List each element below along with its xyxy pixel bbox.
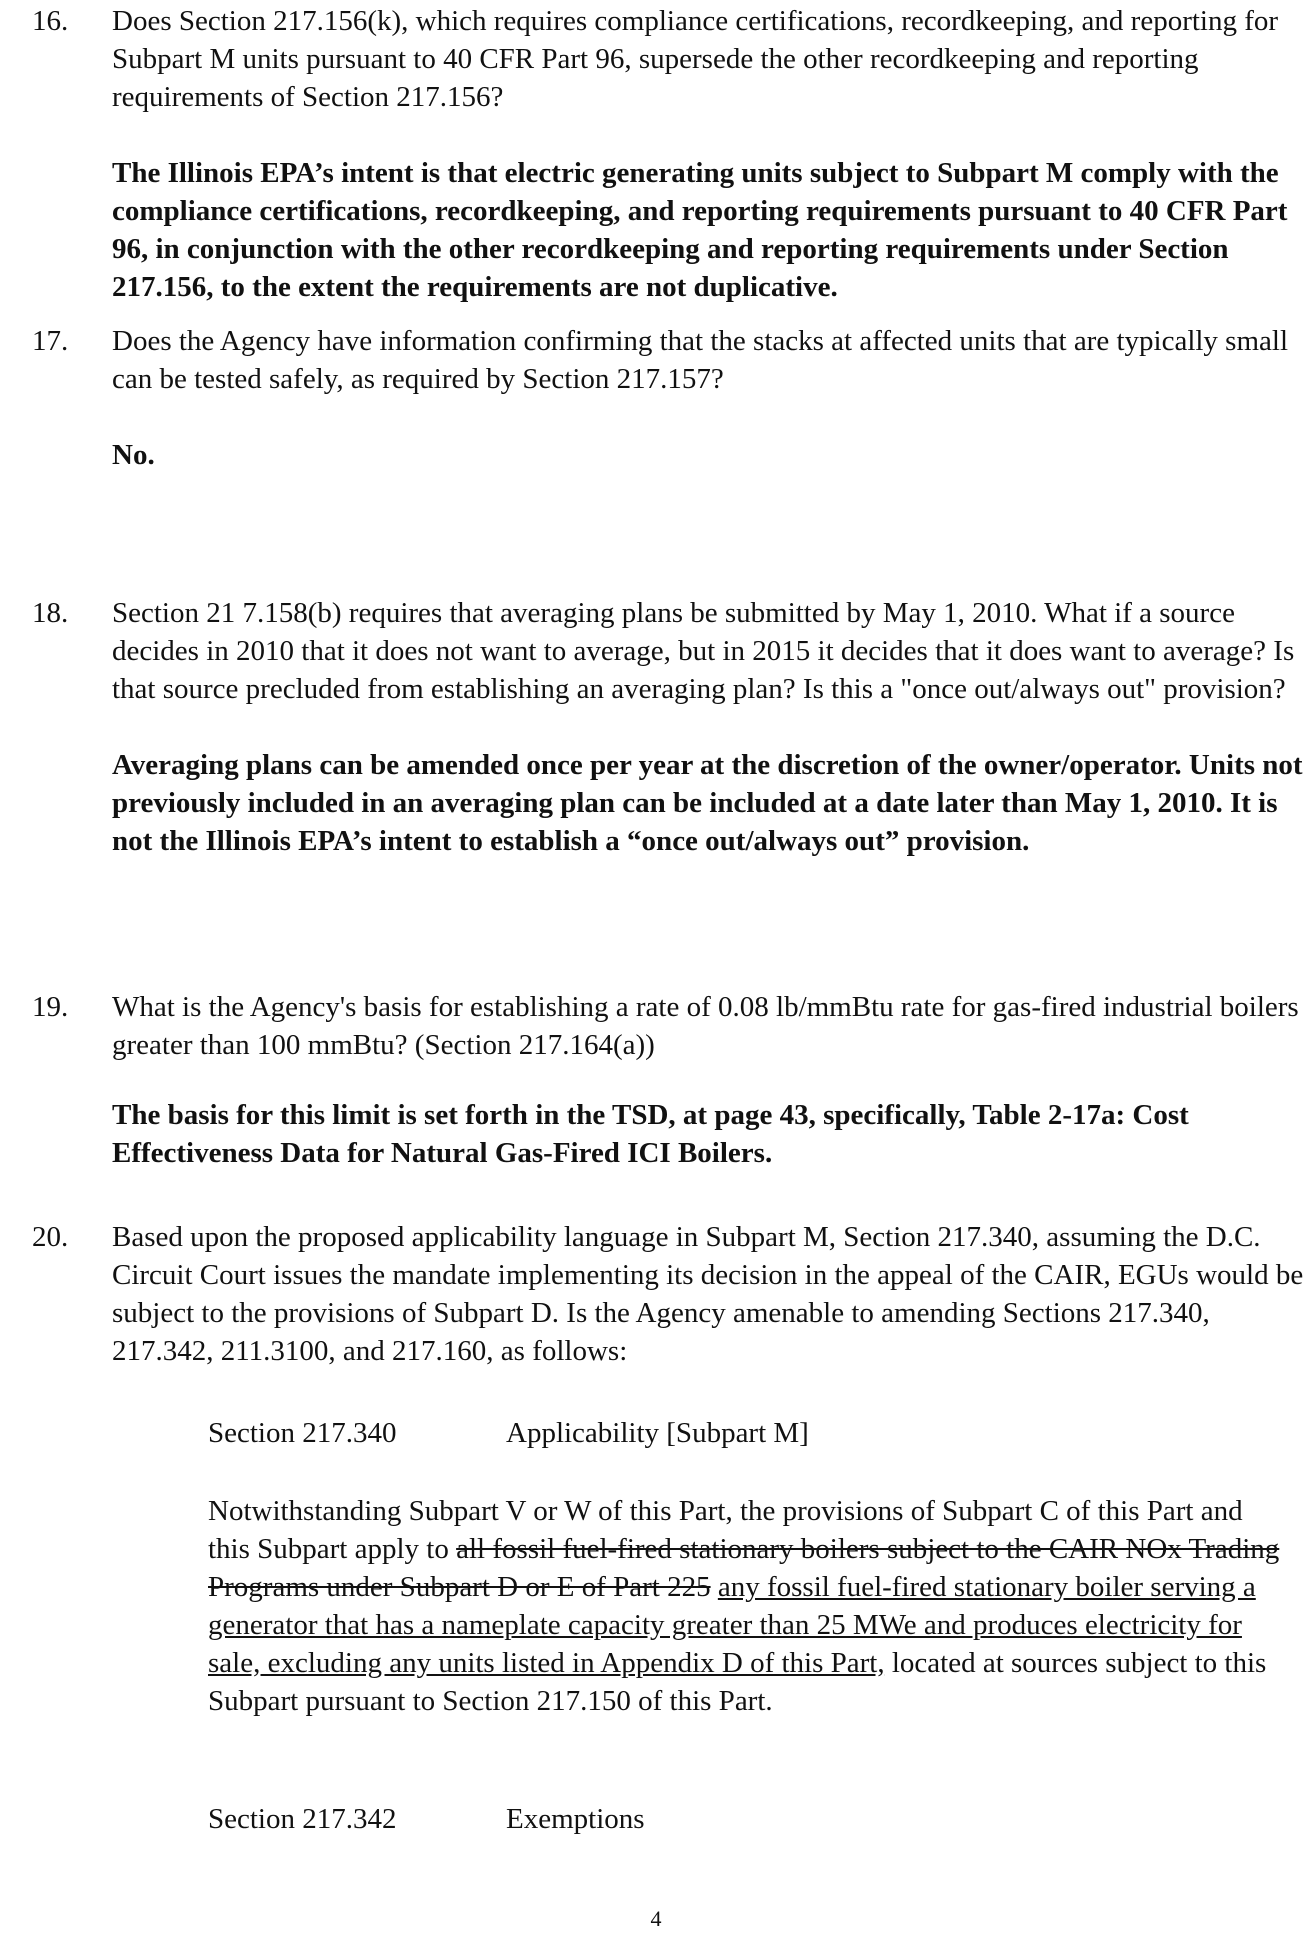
deleted-text: all fossil fuel-fired stationary boilers subject to the CAIR NOx Trading Programs under Subpart D or E of Part 225	[208, 1533, 1280, 1603]
question-text: What is the Agency's basis for establishing a rate of 0.08 lb/mmBtu rate for gas-fired industrial boilers greater than 100 mmBtu? (Section 217.164(a))	[112, 991, 1299, 1061]
qa-item-20	[32, 1218, 1312, 1370]
question-text: Section 21 7.158(b) requires that averaging plans be submitted by May 1, 2010. What if a source decides in 2010 that it does not want to average, but in 2015 it decides that it does want to average? Is that source precluded from establishing an averaging plan? Is this a "once out/always out" provision?	[112, 597, 1295, 705]
qa-item-16	[32, 2, 1312, 306]
qa-item-17	[32, 322, 1312, 474]
unchanged-text: Notwithstanding Subpart V or W of this Part, the provisions of Subpart C of this Part and this Subpart apply to	[208, 1495, 1243, 1565]
answer-text: The Illinois EPA’s intent is that electric generating units subject to Subpart M comply with the compliance certifications, recordkeeping, and reporting requirements pursuant to 40 CFR Part 96, in conjunction with the other recordkeeping and reporting requirements under Section 217.156, to the extent the requirements are not duplicative.	[112, 157, 1288, 303]
answer-text: The basis for this limit is set forth in the TSD, at page 43, specifically, Table 2-17a: Cost Effectiveness Data for Natural Gas-Fired ICI Boilers.	[112, 1099, 1189, 1169]
unchanged-text: located at sources subject to this Subpart pursuant to Section 217.150 of this Part.	[208, 1647, 1267, 1717]
section-number: Section 217.342	[208, 1803, 397, 1835]
item-number: 16.	[32, 5, 69, 37]
question-text: Based upon the proposed applicability language in Subpart M, Section 217.340, assuming the D.C. Circuit Court issues the mandate implementing its decision in the appeal of the CAIR, EGUs would be subject to the provisions of Subpart D. Is the Agency amenable to amending Sections 217.340, 217.342, 211.3100, and 217.160, as follows:	[112, 1221, 1304, 1367]
inserted-text: any fossil fuel-fired stationary boiler serving a generator that has a nameplate capacity greater than 25 MWe and produces electricity for sale, excluding any units listed in Appendix D of this Part,	[208, 1571, 1256, 1679]
item-number: 19.	[32, 991, 69, 1023]
page-number: 4	[650, 1906, 662, 1931]
section-342-heading	[208, 1800, 645, 1838]
item-number: 17.	[32, 325, 69, 357]
qa-item-19	[32, 988, 1312, 1172]
section-title: Applicability [Subpart M]	[506, 1417, 809, 1449]
section-number: Section 217.340	[208, 1417, 397, 1449]
section-340-proposed-text	[208, 1492, 1288, 1720]
section-title: Exemptions	[506, 1803, 645, 1835]
item-number: 20.	[32, 1221, 69, 1253]
qa-item-18	[32, 594, 1312, 860]
question-text: Does the Agency have information confirming that the stacks at affected units that are typically small can be tested safely, as required by Section 217.157?	[112, 325, 1289, 395]
section-340-heading	[208, 1414, 809, 1452]
question-text: Does Section 217.156(k), which requires compliance certifications, recordkeeping, and reporting for Subpart M units pursuant to 40 CFR Part 96, supersede the other recordkeeping and reporting requirements of Section 217.156?	[112, 5, 1279, 113]
answer-text: No.	[112, 439, 155, 471]
item-number: 18.	[32, 597, 69, 629]
answer-text: Averaging plans can be amended once per year at the discretion of the owner/operator. Units not previously included in an averaging plan can be included at a date later than May 1, 2010. It is not the Illinois EPA’s intent to establish a “once out/always out” provision.	[112, 749, 1303, 857]
